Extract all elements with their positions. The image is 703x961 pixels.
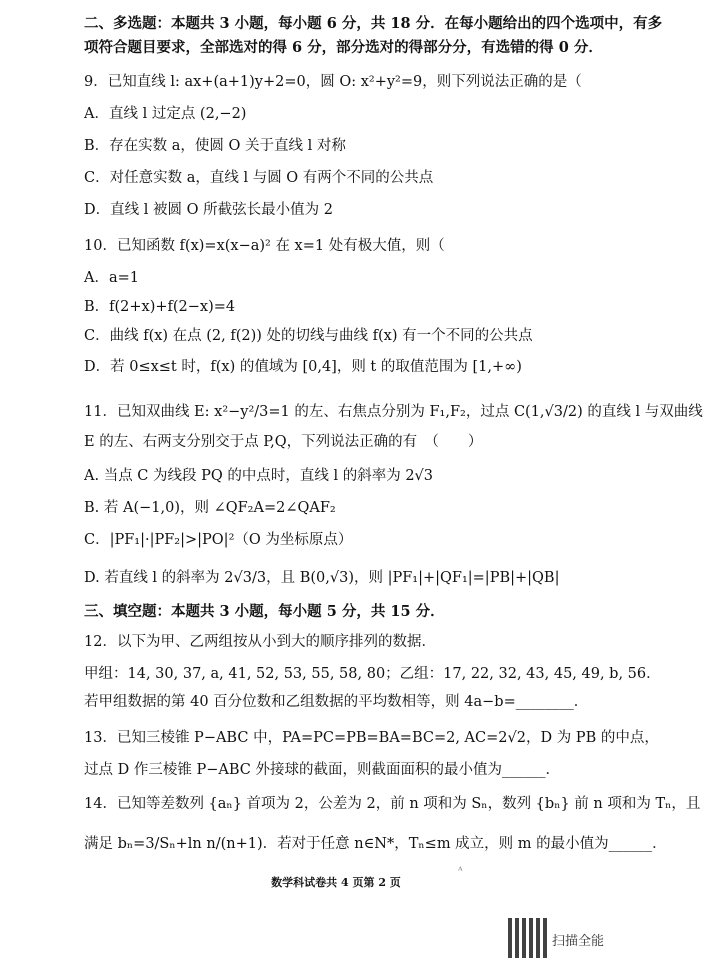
corner-mark: ᴬ [458, 866, 463, 877]
text-line-q14-2: 满足 bₙ=3/Sₙ+ln n/(n+1)．若对于任意 n∈N*，Tₙ≤m 成立，则 m 的最小值为______． [84, 836, 667, 852]
text-line-q11-2: E 的左、右两支分别交于点 P,Q，下列说法正确的有 （ ） [84, 434, 483, 450]
text-line-q10-b: B．f(2+x)+f(2−x)=4 [84, 299, 236, 315]
text-line-sec3-head: 三、填空题：本题共 3 小题，每小题 5 分，共 15 分． [84, 603, 445, 620]
text-line-q10-a: A．a=1 [84, 270, 139, 286]
qr-code-icon [508, 918, 548, 958]
text-line-q9-a: A．直线 l 过定点 (2,−2) [84, 106, 247, 122]
scanner-watermark: 扫描全能 [552, 934, 605, 949]
text-line-q13-1: 13．已知三棱锥 P−ABC 中，PA=PC=PB=BA=BC=2, AC=2√2，D 为 PB 的中点， [84, 730, 659, 746]
text-line-q11-1: 11．已知双曲线 E: x²−y²/3=1 的左、右焦点分别为 F₁,F₂，过点 C(1,√3/2) 的直线 l 与双曲线 [84, 404, 703, 420]
text-line-q11-c: C．|PF₁|·|PF₂|>|PO|²（O 为坐标原点） [84, 532, 353, 548]
text-line-q13-2: 过点 D 作三棱锥 P−ABC 外接球的截面，则截面面积的最小值为______． [84, 762, 560, 778]
text-line-q9-b: B．存在实数 a，使圆 O 关于直线 l 对称 [84, 138, 346, 154]
text-line-q9-c: C．对任意实数 a，直线 l 与圆 O 有两个不同的公共点 [84, 170, 434, 186]
text-line-q9: 9．已知直线 l: ax+(a+1)y+2=0，圆 O: x²+y²=9，则下列说法正确的是（ [84, 74, 582, 90]
text-line-sec2-head-2: 项符合题目要求，全部选对的得 6 分，部分选对的得部分分，有选错的得 0 分． [84, 39, 603, 56]
text-line-q11-d: D. 若直线 l 的斜率为 2√3/3，且 B(0,√3)，则 |PF₁|+|QF₁|=|PB|+|QB| [84, 570, 560, 586]
text-line-q11-a: A. 当点 C 为线段 PQ 的中点时，直线 l 的斜率为 2√3 [84, 468, 434, 484]
text-line-q10-c: C．曲线 f(x) 在点 (2, f(2)) 处的切线与曲线 f(x) 有一个不同的公共点 [84, 328, 533, 344]
text-line-q12: 12．以下为甲、乙两组按从小到大的顺序排列的数据． [84, 634, 436, 650]
text-line-q11-b: B. 若 A(−1,0)，则 ∠QF₂A=2∠QAF₂ [84, 500, 336, 516]
text-line-q10-d: D．若 0≤x≤t 时，f(x) 的值域为 [0,4]，则 t 的取值范围为 [1,+∞) [84, 359, 522, 375]
text-line-q10: 10．已知函数 f(x)=x(x−a)² 在 x=1 处有极大值，则（ [84, 238, 445, 254]
text-line-q12-ask: 若甲组数据的第 40 百分位数和乙组数据的平均数相等，则 4a−b=________． [84, 694, 589, 710]
text-line-sec2-head-1: 二、多选题：本题共 3 小题，每小题 6 分，共 18 分．在每小题给出的四个选项中，有多 [84, 15, 663, 32]
page-footer: 数学科试卷共 4 页第 2 页 [271, 876, 401, 889]
text-line-q14-1: 14．已知等差数列 {aₙ} 首项为 2，公差为 2，前 n 项和为 Sₙ，数列 {bₙ} 前 n 项和为 Tₙ，且 [84, 796, 701, 812]
text-line-q9-d: D．直线 l 被圆 O 所截弦长最小值为 2 [84, 202, 333, 218]
text-line-q12-data: 甲组：14, 30, 37, a, 41, 52, 53, 55, 58, 80；乙组：17, 22, 32, 43, 45, 49, b, 56． [84, 666, 661, 682]
